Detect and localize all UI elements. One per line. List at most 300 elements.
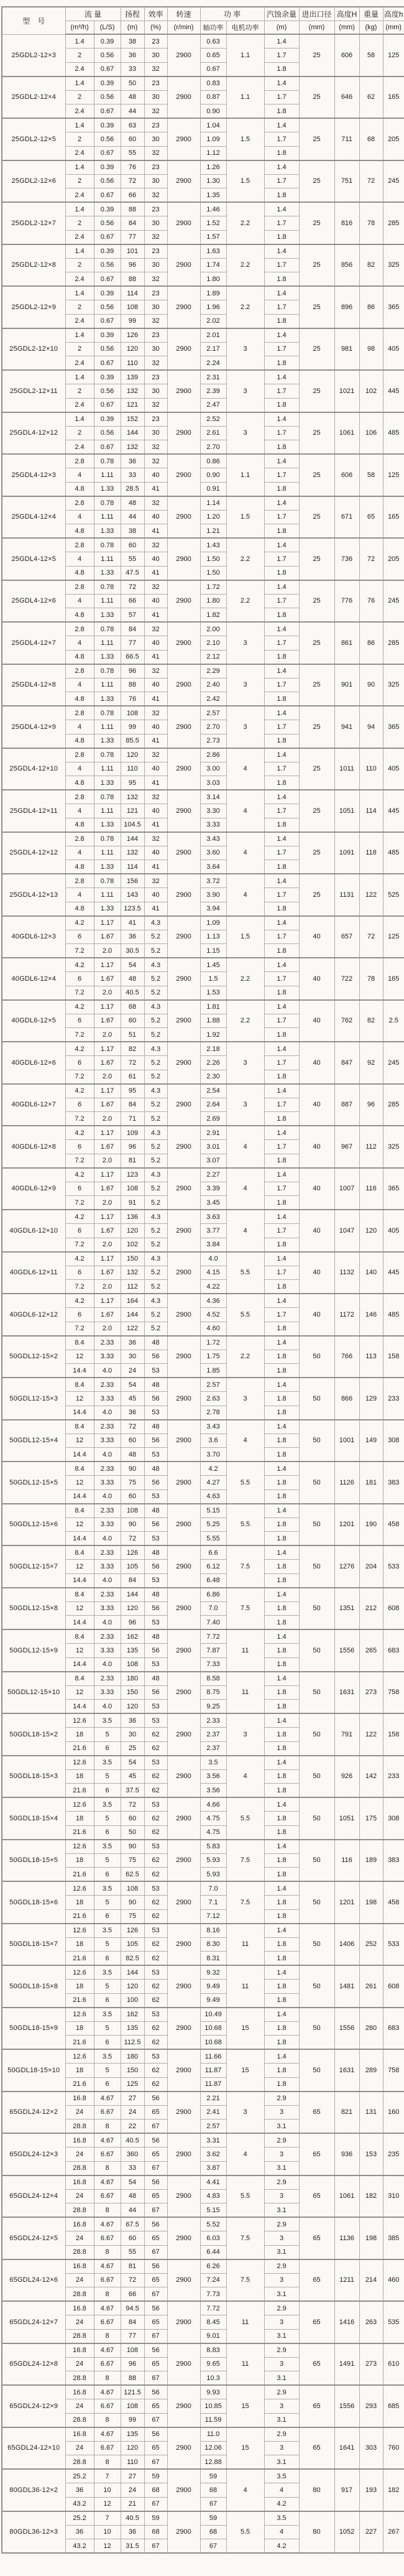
motor-power-cell: 15 — [226, 2385, 264, 2427]
efficiency-cell: 62 — [144, 1728, 167, 1742]
npsh-cell: 1.8 — [264, 860, 299, 874]
head-cell: 72 — [121, 2273, 144, 2287]
head-cell: 72 — [121, 580, 144, 595]
npsh-cell: 1.7 — [264, 804, 299, 818]
efficiency-cell: 32 — [144, 62, 167, 76]
motor-power-cell: 4 — [226, 832, 264, 874]
height-H-cell: 1172 — [334, 1294, 359, 1336]
model-cell: 25GDL2-12×9 — [2, 286, 65, 328]
speed-cell: 2900 — [167, 1294, 200, 1336]
efficiency-cell: 67 — [144, 2329, 167, 2343]
diameter-cell: 25 — [299, 160, 334, 203]
head-cell: 144 — [121, 1965, 144, 1980]
height-h-cell: 125 — [383, 916, 404, 958]
shaft-power-cell: 5.93 — [200, 1853, 226, 1868]
flow-m3h-cell: 7.2 — [65, 1322, 94, 1336]
flow-ls-cell: 3.5 — [94, 1924, 121, 1938]
flow-m3h-cell: 14.4 — [65, 1532, 94, 1546]
npsh-cell: 3.1 — [264, 2413, 299, 2427]
shaft-power-cell: 3.39 — [200, 1182, 226, 1196]
shaft-power-cell: 6.44 — [200, 2245, 226, 2259]
efficiency-cell: 56 — [144, 1517, 167, 1532]
efficiency-cell: 5.2 — [144, 986, 167, 1000]
height-H-cell: 1631 — [334, 1672, 359, 1714]
diameter-cell: 25 — [299, 790, 334, 832]
height-h-cell: 405 — [383, 1210, 404, 1252]
efficiency-cell: 30 — [144, 300, 167, 315]
flow-ls-cell: 1.11 — [94, 594, 121, 608]
flow-m3h-cell: 6 — [65, 1182, 94, 1196]
flow-ls-cell: 2.0 — [94, 1070, 121, 1084]
flow-ls-cell: 0.78 — [94, 580, 121, 595]
height-H-cell: 671 — [334, 496, 359, 539]
efficiency-cell: 53 — [144, 1573, 167, 1588]
speed-cell: 2900 — [167, 1126, 200, 1168]
motor-power-cell: 2.2 — [226, 580, 264, 623]
flow-ls-cell: 3.5 — [94, 1881, 121, 1896]
height-H-cell: 1556 — [334, 2008, 359, 2050]
efficiency-cell: 32 — [144, 706, 167, 720]
height-h-cell: 325 — [383, 244, 404, 287]
flow-ls-cell: 2.33 — [94, 1378, 121, 1392]
efficiency-cell: 30 — [144, 384, 167, 399]
head-cell: 84 — [121, 1098, 144, 1112]
shaft-power-cell: 67 — [200, 2539, 226, 2554]
weight-cell: 82 — [359, 1000, 383, 1042]
flow-ls-cell: 2.0 — [94, 1280, 121, 1294]
flow-ls-cell: 5 — [94, 1980, 121, 1994]
npsh-cell: 1.4 — [264, 958, 299, 972]
shaft-power-cell: 4.63 — [200, 1490, 226, 1504]
speed-cell: 2900 — [167, 1840, 200, 1882]
head-cell: 40.5 — [121, 2511, 144, 2526]
diameter-cell: 65 — [299, 2385, 334, 2427]
flow-ls-cell: 2.33 — [94, 1545, 121, 1560]
speed-cell: 2900 — [167, 118, 200, 160]
flow-ls-cell: 5 — [94, 2064, 121, 2078]
weight-cell: 190 — [359, 1504, 383, 1546]
flow-ls-cell: 0.39 — [94, 286, 121, 300]
shaft-power-cell: 7.0 — [200, 1881, 226, 1896]
diameter-cell: 40 — [299, 1084, 334, 1126]
shaft-power-cell: 2.37 — [200, 1741, 226, 1756]
head-cell: 54 — [121, 1756, 144, 1770]
npsh-cell: 1.8 — [264, 1853, 299, 1868]
flow-m3h-cell: 8.4 — [65, 1420, 94, 1434]
flow-m3h-cell: 1.4 — [65, 244, 94, 259]
head-cell: 126 — [121, 328, 144, 343]
npsh-cell: 1.8 — [264, 398, 299, 412]
shaft-power-cell: 1.09 — [200, 916, 226, 930]
height-h-cell: 383 — [383, 1462, 404, 1504]
head-cell: 108 — [121, 1881, 144, 1896]
shaft-power-cell: 3.6 — [200, 1434, 226, 1448]
flow-ls-cell: 0.67 — [94, 146, 121, 160]
shaft-power-cell: 6.12 — [200, 1560, 226, 1574]
model-cell: 40GDL6-12×8 — [2, 1126, 65, 1168]
flow-m3h-cell: 24 — [65, 2273, 94, 2287]
npsh-cell: 1.4 — [264, 748, 299, 762]
head-cell: 132 — [121, 440, 144, 455]
height-H-cell: 766 — [334, 1336, 359, 1378]
efficiency-cell: 48 — [144, 1672, 167, 1686]
flow-m3h-cell: 1.4 — [65, 286, 94, 300]
spec-row — [2, 1000, 404, 1014]
npsh-cell: 1.7 — [264, 594, 299, 608]
diameter-cell: 25 — [299, 580, 334, 623]
shaft-power-cell: 3.60 — [200, 846, 226, 860]
model-cell: 50GDL18-15×3 — [2, 1756, 65, 1798]
diameter-cell: 65 — [299, 2343, 334, 2386]
height-H-cell: 657 — [334, 916, 359, 958]
flow-ls-cell: 0.56 — [94, 342, 121, 356]
flow-m3h-cell: 2.4 — [65, 104, 94, 119]
head-cell: 81 — [121, 1154, 144, 1168]
head-cell: 51 — [121, 1028, 144, 1042]
flow-ls-cell: 1.67 — [94, 1266, 121, 1280]
shaft-power-cell: 4.41 — [200, 2175, 226, 2190]
weight-cell: 68 — [359, 118, 383, 160]
spec-row — [2, 874, 404, 888]
head-cell: 24 — [121, 2105, 144, 2120]
npsh-cell: 1.8 — [264, 1434, 299, 1448]
flow-ls-cell: 1.11 — [94, 804, 121, 818]
shaft-power-cell: 2.27 — [200, 1168, 226, 1182]
npsh-cell: 2.9 — [264, 2385, 299, 2399]
motor-power-cell: 2.2 — [226, 1336, 264, 1378]
efficiency-cell: 5.2 — [144, 930, 167, 944]
flow-ls-cell: 5 — [94, 1937, 121, 1952]
flow-ls-cell: 0.39 — [94, 76, 121, 91]
weight-cell: 273 — [359, 2343, 383, 2386]
head-cell: 114 — [121, 860, 144, 874]
flow-m3h-cell: 18 — [65, 1896, 94, 1910]
flow-m3h-cell: 12.6 — [65, 1713, 94, 1728]
flow-ls-cell: 3.33 — [94, 1560, 121, 1574]
flow-ls-cell: 4.67 — [94, 2301, 121, 2315]
shaft-power-cell: 7.72 — [200, 1629, 226, 1644]
npsh-cell: 3 — [264, 2147, 299, 2162]
motor-power-cell: 3 — [226, 370, 264, 412]
npsh-cell: 1.4 — [264, 328, 299, 343]
height-h-cell: 458 — [383, 1881, 404, 1924]
npsh-cell: 1.7 — [264, 1098, 299, 1112]
flow-m3h-cell: 2 — [65, 90, 94, 104]
flow-ls-cell: 2.0 — [94, 1322, 121, 1336]
height-H-cell: 1061 — [334, 412, 359, 455]
height-h-cell: 158 — [383, 1713, 404, 1756]
height-h-cell: 365 — [383, 1168, 404, 1210]
speed-cell: 2900 — [167, 1965, 200, 2008]
efficiency-cell: 5.2 — [144, 1224, 167, 1238]
npsh-cell: 1.8 — [264, 1573, 299, 1588]
height-H-cell: 751 — [334, 160, 359, 203]
flow-m3h-cell: 16.8 — [65, 2133, 94, 2147]
npsh-cell: 1.4 — [264, 664, 299, 679]
height-h-cell: 383 — [383, 1840, 404, 1882]
shaft-power-cell: 0.87 — [200, 90, 226, 104]
npsh-cell: 1.4 — [264, 1084, 299, 1098]
shaft-power-cell: 3.00 — [200, 762, 226, 776]
height-H-cell: 1136 — [334, 2217, 359, 2259]
weight-cell: 273 — [359, 1672, 383, 1714]
npsh-cell: 1.4 — [264, 160, 299, 175]
flow-ls-cell: 3.5 — [94, 2008, 121, 2022]
head-cell: 76 — [121, 160, 144, 175]
efficiency-cell: 32 — [144, 580, 167, 595]
flow-m3h-cell: 14.4 — [65, 1490, 94, 1504]
height-h-cell: 233 — [383, 1756, 404, 1798]
model-cell: 65GDL24-12×10 — [2, 2427, 65, 2470]
npsh-cell: 1.8 — [264, 1350, 299, 1364]
height-h-cell: 685 — [383, 2385, 404, 2427]
flow-ls-cell: 8 — [94, 2287, 121, 2302]
model-cell: 50GDL12-15×9 — [2, 1629, 65, 1672]
height-h-cell: 285 — [383, 622, 404, 664]
flow-ls-cell: 4.0 — [94, 1616, 121, 1630]
diameter-cell: 65 — [299, 2092, 334, 2134]
efficiency-cell: 56 — [144, 2133, 167, 2147]
efficiency-cell: 48 — [144, 1462, 167, 1476]
npsh-cell: 1.7 — [264, 49, 299, 63]
npsh-cell: 1.8 — [264, 1937, 299, 1952]
shaft-power-cell: 12.88 — [200, 2455, 226, 2470]
flow-ls-cell: 10 — [94, 2483, 121, 2498]
spec-row — [2, 118, 404, 132]
weight-cell: 112 — [359, 1126, 383, 1168]
npsh-cell: 1.8 — [264, 188, 299, 203]
npsh-cell: 1.8 — [264, 1657, 299, 1672]
weight-cell: 78 — [359, 202, 383, 244]
flow-ls-cell: 4.67 — [94, 2385, 121, 2399]
flow-ls-cell: 6.67 — [94, 2273, 121, 2287]
efficiency-cell: 53 — [144, 1490, 167, 1504]
shaft-power-cell: 6.6 — [200, 1545, 226, 1560]
height-H-cell: 791 — [334, 1713, 359, 1756]
flow-ls-cell: 0.67 — [94, 104, 121, 119]
motor-power-cell: 11 — [226, 1924, 264, 1966]
efficiency-cell: 23 — [144, 370, 167, 384]
flow-m3h-cell: 7.2 — [65, 1154, 94, 1168]
motor-power-cell: 2.2 — [226, 958, 264, 1000]
efficiency-cell: 41 — [144, 566, 167, 580]
flow-ls-cell: 0.56 — [94, 216, 121, 231]
shaft-power-cell: 1.15 — [200, 944, 226, 958]
flow-m3h-cell: 4 — [65, 720, 94, 734]
head-cell: 132 — [121, 790, 144, 804]
flow-m3h-cell: 2 — [65, 342, 94, 356]
shaft-power-cell: 0.90 — [200, 468, 226, 483]
flow-m3h-cell: 2 — [65, 216, 94, 231]
height-H-cell: 866 — [334, 1378, 359, 1420]
efficiency-cell: 5.2 — [144, 1028, 167, 1042]
weight-cell: 198 — [359, 1881, 383, 1924]
flow-ls-cell: 0.78 — [94, 496, 121, 511]
weight-cell: 129 — [359, 1378, 383, 1420]
spec-row — [2, 2217, 404, 2231]
shaft-power-cell: 4.15 — [200, 1266, 226, 1280]
efficiency-cell: 41 — [144, 608, 167, 623]
flow-ls-cell: 2.0 — [94, 986, 121, 1000]
flow-ls-cell: 12 — [94, 2539, 121, 2554]
efficiency-cell: 67 — [144, 2161, 167, 2175]
npsh-cell: 1.4 — [264, 1924, 299, 1938]
shaft-power-cell: 2.17 — [200, 342, 226, 356]
flow-ls-cell: 2.33 — [94, 1629, 121, 1644]
head-cell: 77 — [121, 2329, 144, 2343]
head-cell: 109 — [121, 1126, 144, 1140]
flow-m3h-cell: 28.8 — [65, 2413, 94, 2427]
npsh-cell: 1.8 — [264, 1322, 299, 1336]
efficiency-cell: 4.3 — [144, 1252, 167, 1266]
flow-ls-cell: 1.33 — [94, 818, 121, 832]
efficiency-cell: 53 — [144, 1756, 167, 1770]
shaft-power-cell: 3.30 — [200, 804, 226, 818]
npsh-cell: 1.4 — [264, 370, 299, 384]
height-H-cell: 917 — [334, 2469, 359, 2511]
speed-cell: 2900 — [167, 2259, 200, 2302]
weight-cell: 102 — [359, 370, 383, 412]
head-cell: 139 — [121, 370, 144, 384]
npsh-cell: 1.4 — [264, 496, 299, 511]
height-h-cell: 445 — [383, 1252, 404, 1294]
efficiency-cell: 5.2 — [144, 1266, 167, 1280]
flow-m3h-cell: 1.4 — [65, 118, 94, 132]
spec-row — [2, 1252, 404, 1266]
model-cell: 65GDL24-12×9 — [2, 2385, 65, 2427]
motor-power-cell: 7.5 — [226, 1588, 264, 1630]
npsh-cell: 1.4 — [264, 1252, 299, 1266]
npsh-cell: 1.8 — [264, 1825, 299, 1840]
spec-row — [2, 496, 404, 511]
flow-m3h-cell: 1.4 — [65, 160, 94, 175]
head-cell: 125 — [121, 2077, 144, 2092]
efficiency-cell: 32 — [144, 748, 167, 762]
flow-ls-cell: 0.67 — [94, 440, 121, 455]
head-cell: 66.5 — [121, 650, 144, 664]
model-cell: 65GDL24-12×8 — [2, 2343, 65, 2386]
height-h-cell: 608 — [383, 1965, 404, 2008]
efficiency-cell: 40 — [144, 888, 167, 902]
flow-m3h-cell: 4.8 — [65, 650, 94, 664]
model-cell: 25GDL4-12×8 — [2, 664, 65, 707]
table-header — [2, 7, 404, 34]
head-cell: 112 — [121, 1280, 144, 1294]
flow-ls-cell: 2.0 — [94, 1196, 121, 1210]
model-cell: 25GDL2-12×8 — [2, 244, 65, 287]
flow-ls-cell: 2.33 — [94, 1462, 121, 1476]
npsh-cell: 3.5 — [264, 2469, 299, 2483]
flow-ls-cell: 6.67 — [94, 2231, 121, 2246]
spec-row — [2, 748, 404, 762]
head-cell: 360 — [121, 2147, 144, 2162]
model-cell: 50GDL12-15×3 — [2, 1378, 65, 1420]
shaft-power-cell: 1.80 — [200, 272, 226, 287]
height-H-cell: 1007 — [334, 1168, 359, 1210]
flow-ls-cell: 4.67 — [94, 2427, 121, 2442]
height-h-cell: 460 — [383, 2259, 404, 2302]
head-cell: 84 — [121, 622, 144, 636]
weight-cell: 252 — [359, 1924, 383, 1966]
flow-m3h-cell: 4 — [65, 678, 94, 692]
flow-ls-cell: 1.33 — [94, 482, 121, 496]
height-h-cell: 310 — [383, 2175, 404, 2218]
head-cell: 135 — [121, 2427, 144, 2442]
efficiency-cell: 32 — [144, 272, 167, 287]
flow-m3h-cell: 14.4 — [65, 1657, 94, 1672]
efficiency-cell: 41 — [144, 860, 167, 874]
shaft-power-cell: 11.0 — [200, 2427, 226, 2442]
model-cell: 65GDL24-12×6 — [2, 2259, 65, 2302]
motor-power-cell: 11 — [226, 1629, 264, 1672]
model-cell: 40GDL6-12×4 — [2, 958, 65, 1000]
head-cell: 81 — [121, 2259, 144, 2274]
efficiency-cell: 65 — [144, 2315, 167, 2330]
weight-cell: 204 — [359, 1545, 383, 1588]
flow-ls-cell: 1.17 — [94, 1210, 121, 1224]
speed-cell: 2900 — [167, 2175, 200, 2218]
flow-m3h-cell: 12.6 — [65, 1965, 94, 1980]
flow-m3h-cell: 2.4 — [65, 314, 94, 328]
flow-m3h-cell: 6 — [65, 1140, 94, 1154]
npsh-cell: 1.7 — [264, 300, 299, 315]
shaft-power-cell: 5.15 — [200, 1504, 226, 1518]
diameter-cell: 25 — [299, 454, 334, 496]
flow-m3h-cell: 2.8 — [65, 580, 94, 595]
spec-row — [2, 34, 404, 49]
height-h-cell: 445 — [383, 790, 404, 832]
diameter-cell: 65 — [299, 2427, 334, 2470]
head-cell: 60 — [121, 538, 144, 552]
head-cell: 25 — [121, 1741, 144, 1756]
npsh-cell: 1.7 — [264, 888, 299, 902]
npsh-cell: 2.9 — [264, 2092, 299, 2106]
shaft-power-cell: 2.41 — [200, 2105, 226, 2120]
efficiency-cell: 48 — [144, 1420, 167, 1434]
flow-m3h-cell: 18 — [65, 1937, 94, 1952]
efficiency-cell: 40 — [144, 636, 167, 651]
diameter-cell: 50 — [299, 1336, 334, 1378]
diameter-cell: 25 — [299, 538, 334, 580]
diameter-cell: 50 — [299, 2008, 334, 2050]
speed-cell: 2900 — [167, 2133, 200, 2175]
efficiency-cell: 32 — [144, 230, 167, 244]
height-h-cell: 165 — [383, 76, 404, 119]
diameter-cell: 50 — [299, 1965, 334, 2008]
model-cell: 25GDL4-12×10 — [2, 748, 65, 790]
npsh-cell: 3 — [264, 2399, 299, 2414]
npsh-cell: 1.8 — [264, 1070, 299, 1084]
flow-ls-cell: 0.39 — [94, 328, 121, 343]
shaft-power-cell: 4.75 — [200, 1825, 226, 1840]
shaft-power-cell: 4.27 — [200, 1476, 226, 1490]
model-cell: 25GDL2-12×10 — [2, 328, 65, 371]
flow-ls-cell: 3.5 — [94, 2049, 121, 2064]
spec-row — [2, 2175, 404, 2190]
flow-ls-cell: 1.67 — [94, 972, 121, 986]
weight-cell: 263 — [359, 2301, 383, 2343]
spec-row — [2, 76, 404, 91]
height-h-cell: 533 — [383, 1924, 404, 1966]
efficiency-cell: 65 — [144, 2273, 167, 2287]
flow-ls-cell: 2.33 — [94, 1420, 121, 1434]
flow-ls-cell: 6 — [94, 2036, 121, 2050]
flow-m3h-cell: 7.2 — [65, 1280, 94, 1294]
npsh-cell: 1.7 — [264, 216, 299, 231]
efficiency-cell: 41 — [144, 902, 167, 916]
model-cell: 25GDL2-12×3 — [2, 34, 65, 76]
height-H-cell: 816 — [334, 202, 359, 244]
